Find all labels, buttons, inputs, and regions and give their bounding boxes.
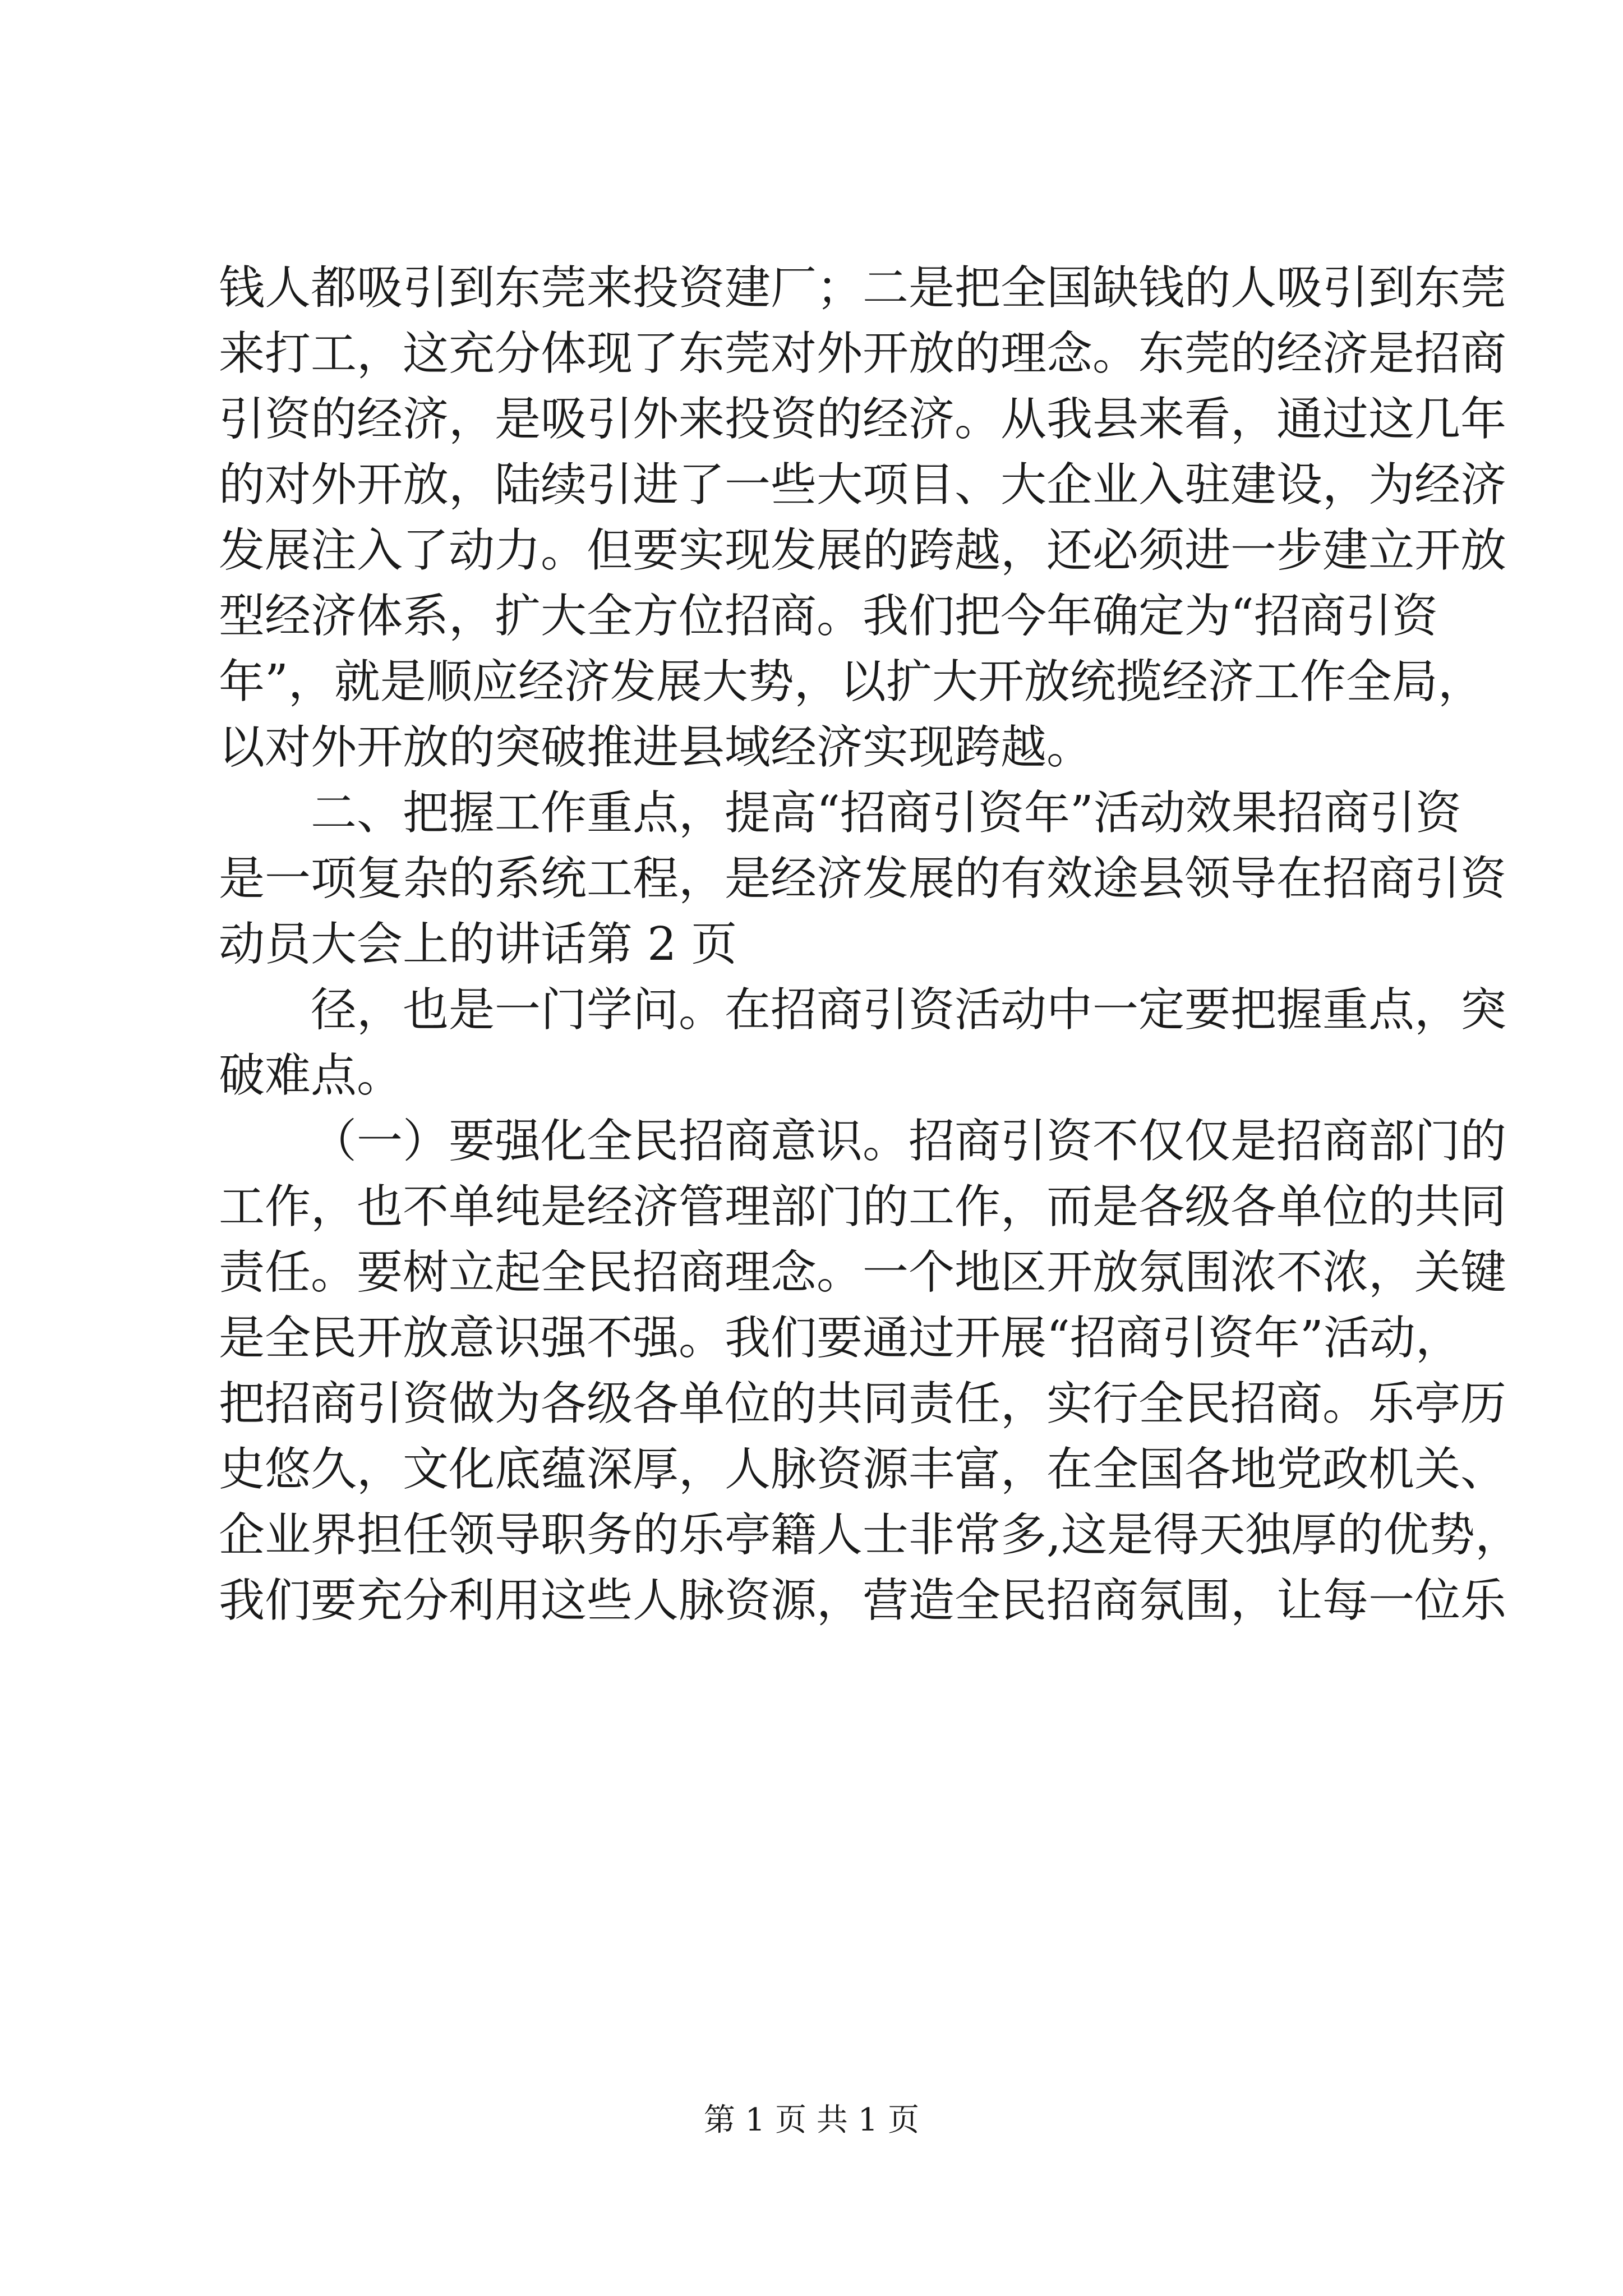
text-line: 的对外开放，陆续引进了一些大项目、大企业入驻建设，为经济 bbox=[219, 458, 1507, 512]
paragraph bbox=[219, 780, 1507, 977]
text-line: 是一项复杂的系统工程，是经济发展的有效途县领导在招商引资 bbox=[219, 852, 1507, 905]
paragraph bbox=[219, 1108, 1521, 1634]
text-line: 史悠久，文化底蕴深厚，人脉资源丰富，在全国各地党政机关、 bbox=[219, 1443, 1507, 1496]
text-line: 二、把握工作重点，提高“招商引资年”活动效果招商引资 bbox=[311, 786, 1461, 840]
text-line: 型经济体系，扩大全方位招商。我们把今年确定为“招商引资 bbox=[219, 590, 1438, 643]
text-line: 工作，也不单纯是经济管理部门的工作，而是各级各单位的共同 bbox=[219, 1180, 1507, 1234]
text-line: （一）要强化全民招商意识。招商引资不仅仅是招商部门的 bbox=[311, 1115, 1507, 1168]
text-line: 把招商引资做为各级各单位的共同责任，实行全民招商。乐亭历 bbox=[219, 1377, 1507, 1430]
text-line: 动员大会上的讲话第 2 页 bbox=[219, 918, 737, 971]
text-line: 径，也是一门学问。在招商引资活动中一定要把握重点，突 bbox=[311, 983, 1507, 1037]
text-line: 责任。要树立起全民招商理念。一个地区开放氛围浓不浓，关键 bbox=[219, 1246, 1507, 1299]
text-line: 企业界担任领导职务的乐亭籍人士非常多,这是得天独厚的优势， bbox=[219, 1508, 1521, 1562]
text-line: 引资的经济，是吸引外来投资的经济。从我县来看，通过这几年 bbox=[219, 393, 1507, 446]
text-line: 来打工，这充分体现了东莞对外开放的理念。东莞的经济是招商 bbox=[219, 327, 1507, 380]
text-line: 发展注入了动力。但要实现发展的跨越，还必须进一步建立开放 bbox=[219, 524, 1507, 577]
paragraph bbox=[219, 977, 1507, 1108]
text-line: 是全民开放意识强不强。我们要通过开展“招商引资年”活动， bbox=[219, 1312, 1461, 1365]
text-line: 破难点。 bbox=[219, 1049, 403, 1102]
paragraph bbox=[219, 255, 1507, 780]
page-footer bbox=[0, 2101, 1623, 2140]
text-line: 钱人都吸引到东莞来投资建厂；二是把全国缺钱的人吸引到东莞 bbox=[219, 261, 1507, 315]
page-number-label: 第 1 页 共 1 页 bbox=[703, 2102, 920, 2138]
text-line: 年”，就是顺应经济发展大势，以扩大开放统揽经济工作全局， bbox=[219, 655, 1484, 708]
text-line: 以对外开放的突破推进县域经济实现跨越。 bbox=[219, 721, 1093, 774]
text-line: 我们要充分利用这些人脉资源，营造全民招商氛围，让每一位乐 bbox=[219, 1574, 1507, 1627]
document-body bbox=[219, 255, 1521, 1634]
